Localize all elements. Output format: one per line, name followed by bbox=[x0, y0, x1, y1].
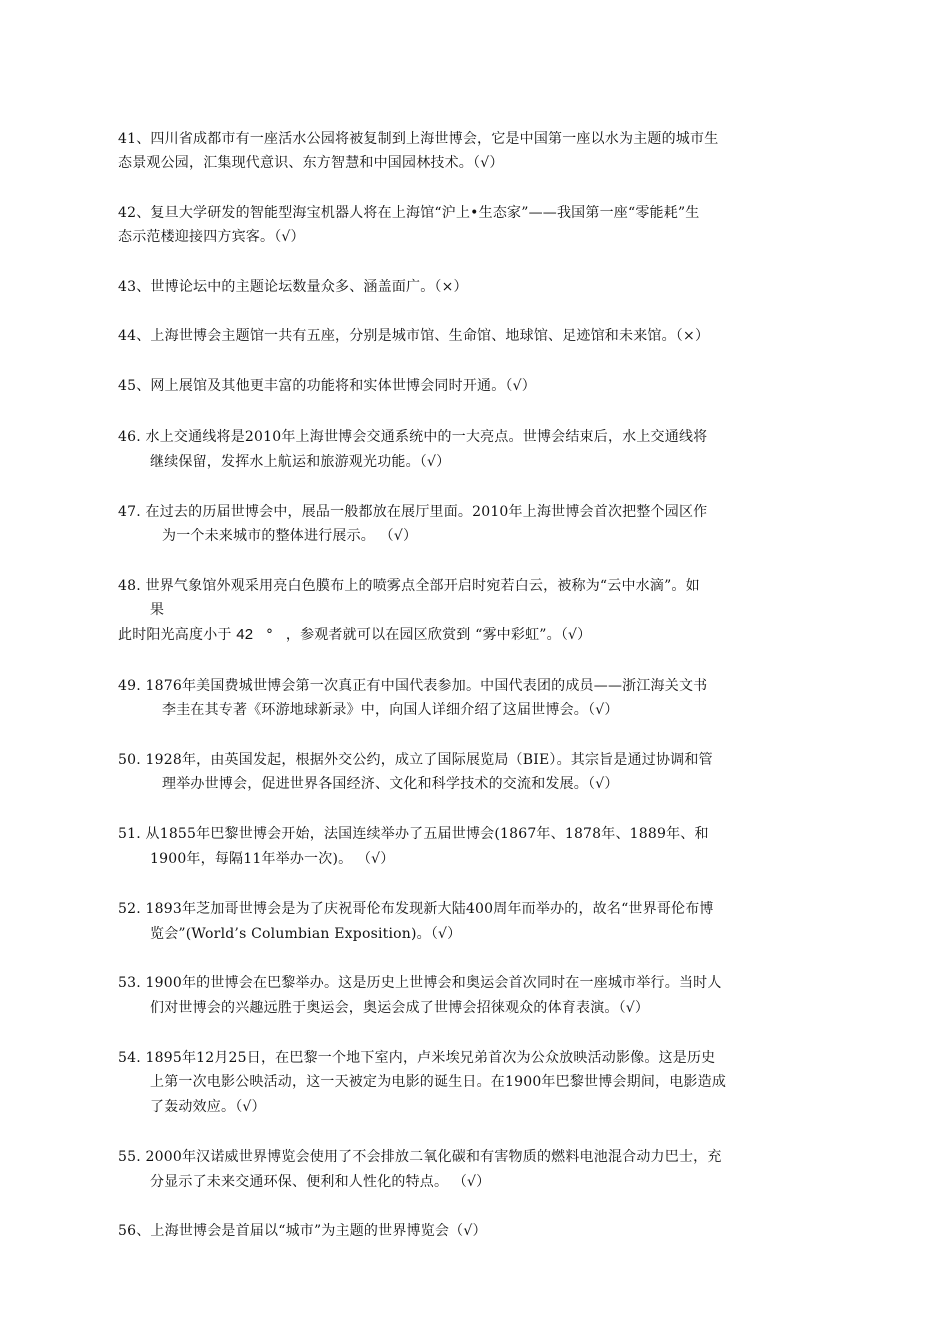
item-50-line-1: 50. 1928年，由英国发起，根据外交公约，成立了国际展览局（BIE）。其宗旨是通过协调和管 bbox=[118, 752, 713, 768]
item-53-line-2: 们对世博会的兴趣远胜于奥运会，奥运会成了世博会招徕观众的体育表演。（√） bbox=[150, 1000, 650, 1016]
item-54-line-1: 54. 1895年12月25日，在巴黎一个地下室内，卢米埃兄弟首次为公众放映活动影像。这是历史 bbox=[118, 1050, 716, 1066]
item-43-line-1: 43、世博论坛中的主题论坛数量众多、涵盖面广。（×） bbox=[118, 279, 468, 295]
item-48-text-before: 此时阳光高度小于 bbox=[118, 627, 232, 643]
item-44-line-1: 44、上海世博会主题馆一共有五座，分别是城市馆、生命馆、地球馆、足迹馆和未来馆。（×） bbox=[118, 328, 710, 344]
item-50-line-2: 理举办世博会，促进世界各国经济、文化和科学技术的交流和发展。（√） bbox=[162, 776, 619, 792]
item-51-line-2: 1900年，每隔11年举办一次)。 （√） bbox=[150, 851, 395, 867]
item-48-line-2: 果 bbox=[150, 602, 165, 618]
item-51-line-1: 51. 从1855年巴黎世博会开始，法国连续举办了五届世博会(1867年、1878年、1889年、和 bbox=[118, 826, 709, 842]
item-48-line-3 bbox=[118, 625, 838, 645]
item-49-line-2: 李圭在其专著《环游地球新录》中，向国人详细介绍了这届世博会。（√） bbox=[162, 702, 619, 718]
item-52-line-1: 52. 1893年芝加哥世博会是为了庆祝哥伦布发现新大陆400周年而举办的，故名“世界哥伦布博 bbox=[118, 901, 714, 917]
item-48-line-1: 48. 世界气象馆外观采用亮白色膜布上的喷雾点全部开启时宛若白云，被称为“云中水滴”。如 bbox=[118, 578, 700, 594]
item-53-line-1: 53. 1900年的世博会在巴黎举办。这是历史上世博会和奥运会首次同时在一座城市举行。当时人 bbox=[118, 975, 722, 991]
item-47-line-1: 47. 在过去的历届世博会中，展品一般都放在展厅里面。2010年上海世博会首次把整个园区作 bbox=[118, 504, 708, 520]
item-46-line-1: 46. 水上交通线将是2010年上海世博会交通系统中的一大亮点。世博会结束后，水上交通线将 bbox=[118, 429, 708, 445]
item-46-line-2: 继续保留，发挥水上航运和旅游观光功能。（√） bbox=[150, 454, 451, 470]
item-48-text-after: ，参观者就可以在园区欣赏到 “雾中彩虹”。（√） bbox=[285, 627, 592, 643]
item-55-line-2: 分显示了未来交通环保、便利和人性化的特点。 （√） bbox=[150, 1174, 491, 1190]
item-49-line-1: 49. 1876年美国费城世博会第一次真正有中国代表参加。中国代表团的成员——浙江海关文书 bbox=[118, 678, 708, 694]
item-55-line-1: 55. 2000年汉诺威世界博览会使用了不会排放二氧化碳和有害物质的燃料电池混合动力巴士，充 bbox=[118, 1149, 722, 1165]
item-48-degree: ° bbox=[266, 627, 274, 643]
item-56-line-1: 56、上海世博会是首届以“城市”为主题的世界博览会（√） bbox=[118, 1223, 487, 1239]
item-41-line-2: 态景观公园，汇集现代意识、东方智慧和中国园林技术。（√） bbox=[118, 155, 504, 171]
item-41-line-1: 41、四川省成都市有一座活水公园将被复制到上海世博会，它是中国第一座以水为主题的城市生 bbox=[118, 131, 719, 147]
item-45-line-1: 45、网上展馆及其他更丰富的功能将和实体世博会同时开通。（√） bbox=[118, 378, 536, 394]
item-48-number: 42 bbox=[236, 626, 254, 643]
item-54-line-3: 了轰动效应。（√） bbox=[150, 1099, 266, 1115]
item-42-line-1: 42、复旦大学研发的智能型海宝机器人将在上海馆“沪上•生态家”——我国第一座“零能耗”生 bbox=[118, 205, 700, 221]
item-42-line-2: 态示范楼迎接四方宾客。（√） bbox=[118, 229, 305, 245]
item-47-line-2: 为一个未来城市的整体进行展示。 （√） bbox=[162, 528, 418, 544]
item-52-line-2: 览会”(World’s Columbian Exposition)。（√） bbox=[150, 926, 462, 942]
item-54-line-2: 上第一次电影公映活动，这一天被定为电影的诞生日。在1900年巴黎世博会期间，电影造成 bbox=[150, 1074, 727, 1090]
